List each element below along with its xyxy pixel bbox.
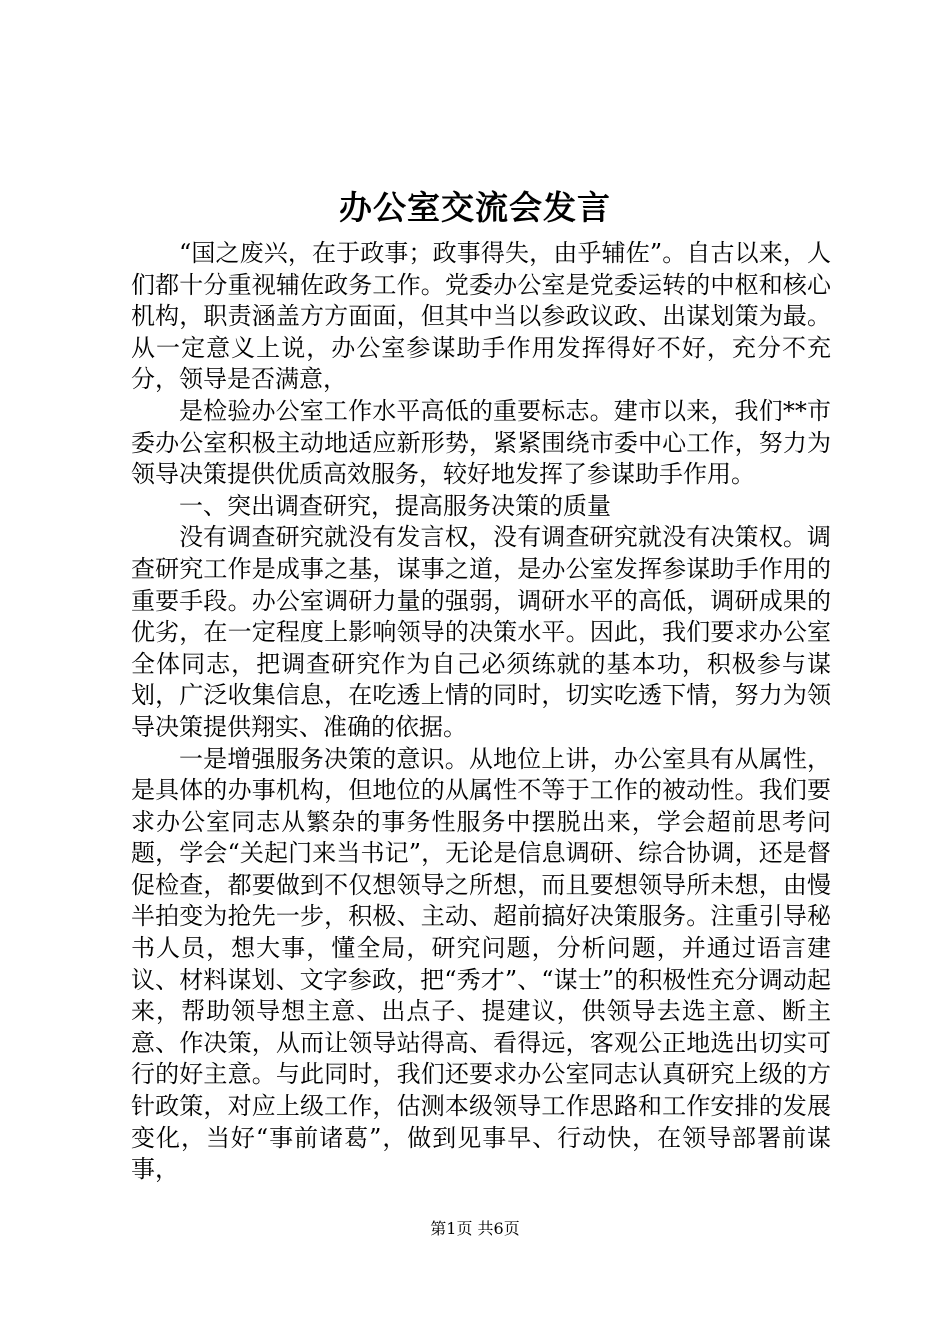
paragraph-research: 没有调查研究就没有发言权，没有调查研究就没有决策权。调查研究工作是成事之基，谋事之道，是办公室发挥参谋助手作用的重要手段。办公室调研力量的强弱，调研水平的高低，调研成果的优劣，在一定程度上影响领导的决策水平。因此，我们要求办公室全体同志，把调查研究作为自己必须练就的基本功，积极参与谋划，广泛收集信息，在吃透上情的同时，切实吃透下情，努力为领导决策提供翔实、准确的依据。 — [131, 523, 831, 741]
paragraph-intro: “国之废兴，在于政事；政事得失，由乎辅佐”。自古以来，人们都十分重视辅佐政务工作。党委办公室是党委运转的中枢和核心机构，职责涵盖方方面面，但其中当以参政议政、出谋划策为最。从一定意义上说，办公室参谋助手作用发挥得好不好，充分不充分，领导是否满意， — [131, 239, 831, 394]
section-heading-1: 一、突出调查研究，提高服务决策的质量 — [179, 491, 611, 520]
document-title: 办公室交流会发言 — [339, 188, 611, 227]
paragraph-awareness: 一是增强服务决策的意识。从地位上讲，办公室具有从属性，是具体的办事机构，但地位的从属性不等于工作的被动性。我们要求办公室同志从繁杂的事务性服务中摆脱出来，学会超前思考问题，学会“关起门来当书记”，无论是信息调研、综合协调，还是督促检查，都要做到不仅想领导之所想，而且要想领导所未想，由慢半拍变为抢先一步，积极、主动、超前搞好决策服务。注重引导秘书人员，想大事，懂全局，研究问题，分析问题，并通过语言建议、材料谋划、文字参政，把“秀才”、“谋士”的积极性充分调动起来，帮助领导想主意、出点子、提建议，供领导去选主意、断主意、作决策，从而让领导站得高、看得远，客观公正地选出切实可行的好主意。与此同时，我们还要求办公室同志认真研究上级的方针政策，对应上级工作，估测本级领导工作思路和工作安排的发展变化，当好“事前诸葛”，做到见事早、行动快，在领导部署前谋事， — [131, 744, 831, 1184]
paragraph-standard: 是检验办公室工作水平高低的重要标志。建市以来，我们**市委办公室积极主动地适应新形势，紧紧围绕市委中心工作，努力为领导决策提供优质高效服务，较好地发挥了参谋助手作用。 — [131, 396, 831, 489]
document-body — [131, 238, 831, 1186]
page-footer: 第1页 共6页 — [430, 1219, 520, 1238]
